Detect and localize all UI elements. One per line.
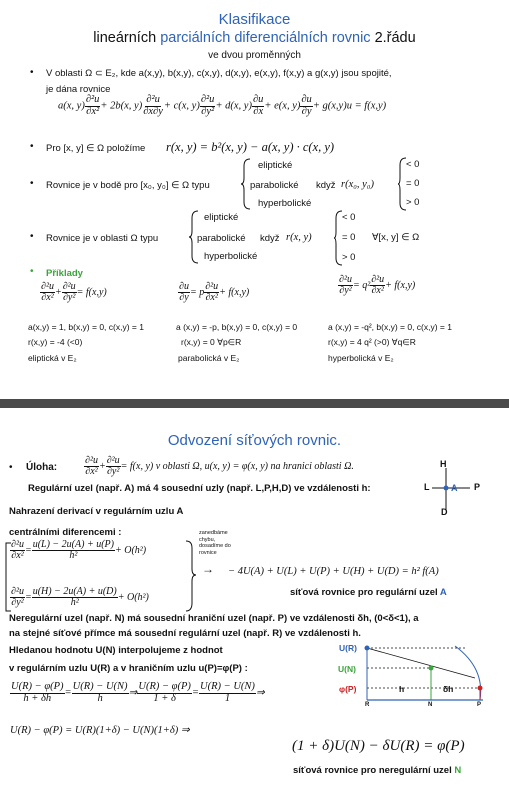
diag-un: U(N) [338, 664, 356, 674]
sign-gt: > 0 [406, 197, 420, 208]
bullet-icon: • [30, 266, 34, 277]
type-elliptic: eliptické [258, 160, 293, 171]
subtitle-post: 2.řádu [370, 30, 416, 46]
bullet-icon: • [30, 178, 34, 189]
slide2-title: Odvození síťových rovnic. [167, 432, 342, 449]
search-line-1: Hledanou hodnotu U(N) interpolujeme z hodnot [9, 645, 223, 656]
interp-d3: 1 + δ [153, 692, 176, 704]
diag-h: h [399, 684, 405, 694]
slide1-subtitle-2: ve dvou proměnných [208, 50, 301, 61]
final-caption-text: síťová rovnice pro neregulární uzel [293, 765, 455, 776]
stencil-d: D [441, 507, 448, 517]
sign-eq: = 0 [342, 232, 356, 243]
type-parabolic: parabolické [250, 180, 299, 191]
irregular-line-2: na stejné síťové přímce má sousední regulární uzel (např. R) ve vzdálenosti h. [9, 628, 361, 639]
bullet-icon: • [30, 231, 34, 242]
final-caption-node: N [454, 765, 462, 776]
slide-separator [0, 399, 509, 408]
scheme-caption-node: A [439, 587, 447, 598]
bullet2-text: Pro [x, y] ∈ Ω položíme [46, 143, 146, 154]
diag-n: N [428, 702, 433, 708]
fd2-den: h² [70, 597, 79, 608]
interp-n1: U(R) − φ(P) [11, 681, 64, 692]
interp-n4: U(R) − U(N) [200, 681, 255, 692]
main-eq-tail: + g(x,y)u = f(x,y) [312, 100, 387, 112]
bullet-icon: • [30, 141, 34, 152]
ex2-coef: a (x,y) = -p, b(x,y) = 0, c(x,y) = 0 [176, 322, 298, 332]
ex3-rhs: + f(x,y) [385, 279, 416, 291]
interp-d4: 1 [224, 692, 231, 704]
ex2-type: parabolická v E₂ [178, 353, 240, 363]
example-2-eq: $\frac{\partial u}{\partial y}$ = p $\frac{\text{∂²u}}{\text{∂x²}}$ + f(x,y) [179, 281, 250, 303]
bullet-icon: • [30, 67, 34, 78]
central-label: centrálními diferencemi : [9, 527, 122, 538]
note-line: dosadíme do [199, 543, 231, 549]
irregular-line-1: Neregulární uzel (např. N) má sousední hraniční uzel (např. P) ve vzdálenosti δh, (0<δ<1), a [9, 613, 419, 624]
search-line-2: v regulárním uzlu U(R) a v hraničním uzlu u(P)=φ(P) : [9, 663, 248, 674]
right-brace [185, 540, 197, 612]
diag-ur: U(R) [339, 643, 357, 653]
replace-label: Nahrazení derivací v regulárním uzlu A [9, 506, 184, 517]
diag-r: R [365, 702, 370, 708]
r-region: r(x, y) [286, 232, 312, 243]
example-3-eq: $\frac{\text{∂²u}}{\text{∂y²}}$ = q² $\frac{\text{∂²u}}{\text{∂x²}}$ + f(x,y) [339, 274, 416, 296]
interp-n3: U(R) − φ(P) [138, 681, 191, 692]
bullet1-text: V oblasti Ω ⊂ E₂, kde a(x,y), b(x,y), c(x,y), d(x,y), e(x,y), f(x,y) a g(x,y) jsou spojité, [46, 68, 392, 79]
sign-lt: < 0 [342, 212, 356, 223]
interp-d2: h [97, 692, 103, 704]
fd1-num: u(L) − 2u(A) + u(P) [32, 539, 114, 550]
stencil-a: A [451, 483, 458, 493]
sign-lt: < 0 [406, 159, 420, 170]
task-equation: $\frac{\text{∂²u}}{\text{∂x²}}$ + $\frac{\text{∂²u}}{\text{∂y²}}$ = f(x, y) v oblasti Ω, u(x, y) = φ(x, y) na hranici oblasti Ω. [85, 455, 354, 477]
interp-equation: $\frac{U(R) - \varphi(P)}{h + \delta h}$ = $\frac{U(R) - U(N)}{h}$ ⇒ $\frac{U(R) - \varphi(P)}{1 + \delta}$ = $\frac{U(R) - U(N)}{1}$ ⇒ [11, 681, 265, 704]
type-hyperbolic: hyperbolické [204, 251, 258, 262]
examples-label: Příklady [46, 268, 83, 279]
r-definition: r(x, y) = b²(x, y) − a(x, y) · c(x, y) [166, 140, 335, 154]
scheme-equation: − 4U(A) + U(L) + U(P) + U(H) + U(D) = h² f(A) [228, 566, 439, 577]
fd-xx: $\frac{\text{∂²u}}{\text{∂x²}}$ = $\frac{u(L) - 2u(A) + u(P)}{\text{h²}}$ + O(h²) [11, 539, 147, 561]
stencil-l: L [424, 482, 430, 492]
interp-n2: U(R) − U(N) [72, 681, 128, 692]
fd1-err: + O(h²) [114, 544, 147, 556]
subtitle-blue: parciálních diferenciálních rovnic [160, 30, 371, 46]
type-parabolic: parabolické [197, 233, 246, 244]
ex3-coef: a (x,y) = -q², b(x,y) = 0, c(x,y) = 1 [328, 322, 452, 332]
slide1-subtitle [0, 30, 509, 46]
sign-eq: = 0 [406, 178, 420, 189]
stencil-p: P [474, 482, 481, 492]
ex1-coef: a(x,y) = 1, b(x,y) = 0, c(x,y) = 1 [28, 322, 144, 332]
subtitle-pre: lineárních [93, 30, 161, 46]
r-point: r(x₀, y₀) [341, 179, 374, 190]
interp-line-2: U(R) − φ(P) = U(R)(1+δ) − U(N)(1+δ) ⇒ [10, 725, 190, 736]
example-1-eq: $\frac{\text{∂²u}}{\text{∂x²}}$ + $\frac{\text{∂²u}}{\text{∂y²}}$ = f(x,y) [41, 281, 107, 303]
stencil-h: H [440, 459, 447, 469]
fd1-den: h² [69, 550, 78, 561]
bullet-icon: • [9, 462, 13, 473]
left-bracket [4, 542, 12, 612]
ex1-type: eliptická v E₂ [28, 353, 77, 363]
scheme-caption [290, 587, 447, 598]
sign-gt: > 0 [342, 252, 356, 263]
diag-phi-p: φ(P) [339, 684, 357, 694]
when-label: když [316, 180, 336, 191]
slide1-title: Klasifikace [218, 11, 291, 28]
when-label: když [260, 233, 280, 244]
note-line: rovnice [199, 549, 217, 556]
fd2-num: u(H) − 2u(A) + u(D) [32, 586, 117, 597]
ex1-r: r(x,y) = -4 (<0) [28, 337, 83, 347]
ex2-r: r(x,y) = 0 ∀p∈R [181, 337, 242, 347]
diag-p: P [477, 702, 482, 708]
bullet4-text: Rovnice je v oblasti Ω typu [46, 233, 159, 244]
note-line: chybu, [199, 536, 216, 543]
task-text: = f(x, y) v oblasti Ω, u(x, y) = φ(x, y) na hranici oblasti Ω. [120, 460, 354, 472]
ex2-rhs: + f(x,y) [219, 286, 250, 298]
type-elliptic: eliptické [204, 212, 239, 223]
ex3-type: hyperbolická v E₂ [328, 353, 394, 363]
note-line: zanedbáme [199, 530, 228, 536]
task-label: Úloha: [26, 462, 58, 473]
scheme-caption-text: síťová rovnice pro regulární uzel [290, 587, 440, 598]
forall-region: ∀[x, y] ∈ Ω [372, 232, 420, 243]
bullet3-text: Rovnice je v bodě pro [x₀, y₀] ∈ Ω typu [46, 180, 210, 191]
arrow-icon: → [202, 562, 214, 576]
final-equation: (1 + δ)U(N) − δU(R) = φ(P) [292, 738, 465, 754]
bullet1-line2: je dána rovnice [46, 84, 111, 95]
final-caption [293, 765, 461, 776]
type-hyperbolic: hyperbolické [258, 198, 312, 209]
ex1-rhs: = f(x,y) [76, 286, 107, 298]
main-equation: a(x, y) $\frac{\text{∂²u}}{\text{∂x²}}$ + 2b(x, y) $\frac{\text{∂²u}}{\partial x\partial y}$ + c(x, y) $\frac{\text{∂²u}}{\text{∂y²}}$ + d(x, y) $\frac{\partial u}{\partial x}$ + e(x, y) $\frac{\partial u}{\partial y}$ + g(x,y)u = f(x,y) [58, 94, 387, 117]
diag-dh: δh [443, 684, 454, 694]
ex3-r: r(x,y) = 4 q² (>0) ∀q∈R [328, 337, 416, 347]
interp-d1: h + δh [23, 692, 52, 704]
interpolation-diagram [335, 640, 505, 710]
regular-node-text: Regulární uzel (např. A) má 4 sousední uzly (např. L,P,H,D) ve vzdálenosti h: [28, 483, 371, 494]
fd-yy: $\frac{\text{∂²u}}{\text{∂y²}}$ = $\frac{u(H) - 2u(A) + u(D)}{\text{h²}}$ + O(h²) [11, 586, 149, 608]
note-block [199, 530, 231, 556]
fd2-err: + O(h²) [117, 591, 149, 603]
